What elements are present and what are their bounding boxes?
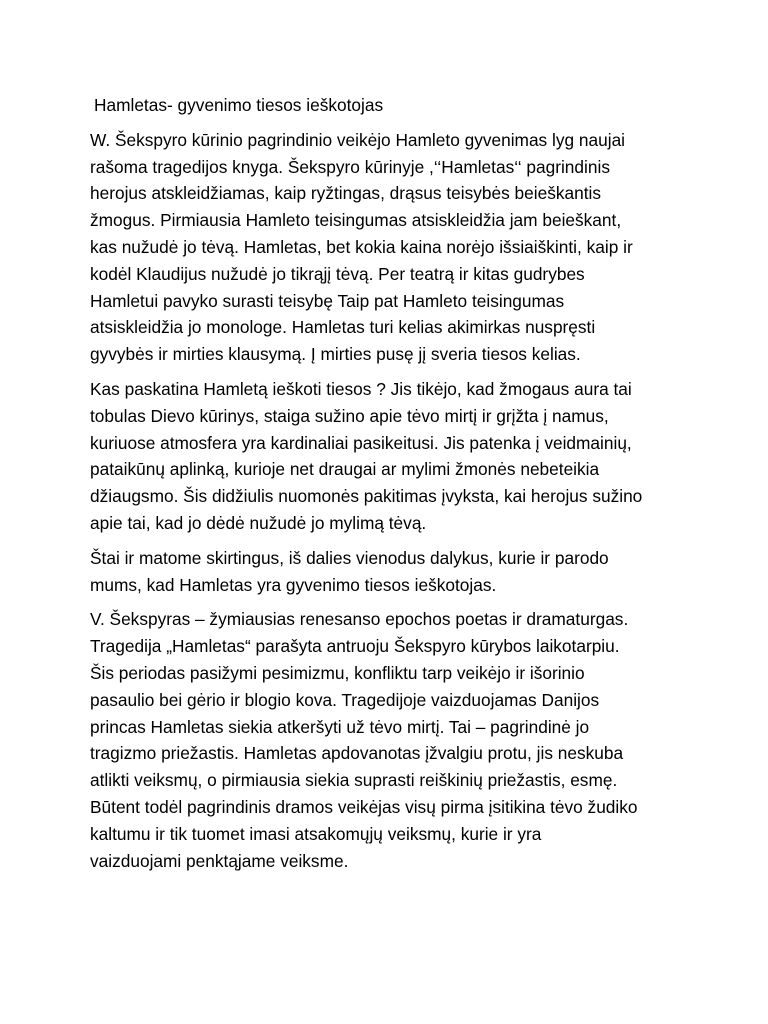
- paragraph-line: vaizduojami penktąjame veiksme.: [90, 850, 349, 871]
- paragraph-line: rašoma tragedijos knyga. Šekspyro kūrinyje ,‘‘Hamletas‘‘ pagrindinis: [90, 156, 610, 177]
- paragraph-line: atlikti veiksmų, o pirmiausia siekia suprasti reiškinių priežastis, esmę.: [90, 770, 618, 791]
- paragraph-line: pataikūnų aplinką, kurioje net draugai ar mylimi žmonės nebeteikia: [90, 459, 600, 480]
- paragraph-line: atsiskleidžia jo monologe. Hamletas turi kelias akimirkas nuspręsti: [90, 317, 596, 338]
- paragraph-line: kuriuose atmosfera yra kardinaliai pasikeitusi. Jis patenka į veidmainių,: [90, 432, 632, 453]
- paragraph-line: princas Hamletas siekia atkeršyti už tėvo mirtį. Tai – pagrindinė jo: [90, 716, 590, 737]
- paragraph-line: mums, kad Hamletas yra gyvenimo tiesos ieškotojas.: [90, 574, 497, 595]
- paragraph-line: pasaulio bei gėrio ir blogio kova. Tragedijoje vaizduojamas Danijos: [90, 689, 600, 710]
- paragraph-1: [90, 127, 728, 368]
- paragraph-line: kaltumu ir tik tuomet imasi atsakomųjų veiksmų, kurie ir yra: [90, 823, 542, 844]
- paragraph-line: Kas paskatina Hamletą ieškoti tiesos ? Jis tikėjo, kad žmogaus aura tai: [90, 378, 632, 399]
- document-title: Hamletas- gyvenimo tiesos ieškotojas: [94, 95, 384, 115]
- paragraph-4: [90, 606, 728, 874]
- paragraph-3: [90, 545, 728, 599]
- paragraph-line: gyvybės ir mirties klausymą. Į mirties pusę jį sveria tiesos kelias.: [90, 344, 581, 365]
- paragraph-line: V. Šekspyras – žymiausias renesanso epochos poetas ir dramaturgas.: [90, 609, 629, 630]
- paragraph-line: kodėl Klaudijus nužudė jo tikrąjį tėvą. Per teatrą ir kitas gudrybes: [90, 263, 585, 284]
- paragraph-line: tobulas Dievo kūrinys, staiga sužino apie tėvo mirtį ir grįžta į namus,: [90, 405, 609, 426]
- paragraph-line: W. Šekspyro kūrinio pagrindinio veikėjo Hamleto gyvenimas lyg naujai: [90, 129, 626, 150]
- paragraph-line: herojus atskleidžiamas, kaip ryžtingas, drąsus teisybės beieškantis: [90, 183, 601, 204]
- paragraph-line: Būtent todėl pagrindinis dramos veikėjas visų pirma įsitikina tėvo žudiko: [90, 796, 638, 817]
- paragraph-2: [90, 376, 728, 537]
- paragraph-line: Tragedija „Hamletas“ parašyta antruoju Šekspyro kūrybos laikotarpiu.: [90, 636, 620, 657]
- paragraph-line: Štai ir matome skirtingus, iš dalies vienodus dalykus, kurie ir parodo: [90, 547, 609, 568]
- paragraph-line: džiaugsmo. Šis didžiulis nuomonės pakitimas įvyksta, kai herojus sužino: [90, 486, 643, 507]
- paragraph-line: Hamletui pavyko surasti teisybę Taip pat Hamleto teisingumas: [90, 290, 565, 311]
- paragraph-line: Šis periodas pasižymi pesimizmu, konfliktu tarp veikėjo ir išorinio: [90, 662, 585, 683]
- paragraph-line: tragizmo priežastis. Hamletas apdovanotas įžvalgiu protu, jis neskuba: [90, 743, 624, 764]
- paragraph-line: apie tai, kad jo dėdė nužudė jo mylimą tėvą.: [90, 512, 427, 533]
- paragraph-line: kas nužudė jo tėvą. Hamletas, bet kokia kaina norėjo išsiaiškinti, kaip ir: [90, 236, 633, 257]
- paragraph-line: žmogus. Pirmiausia Hamleto teisingumas atsiskleidžia jam beieškant,: [90, 210, 622, 231]
